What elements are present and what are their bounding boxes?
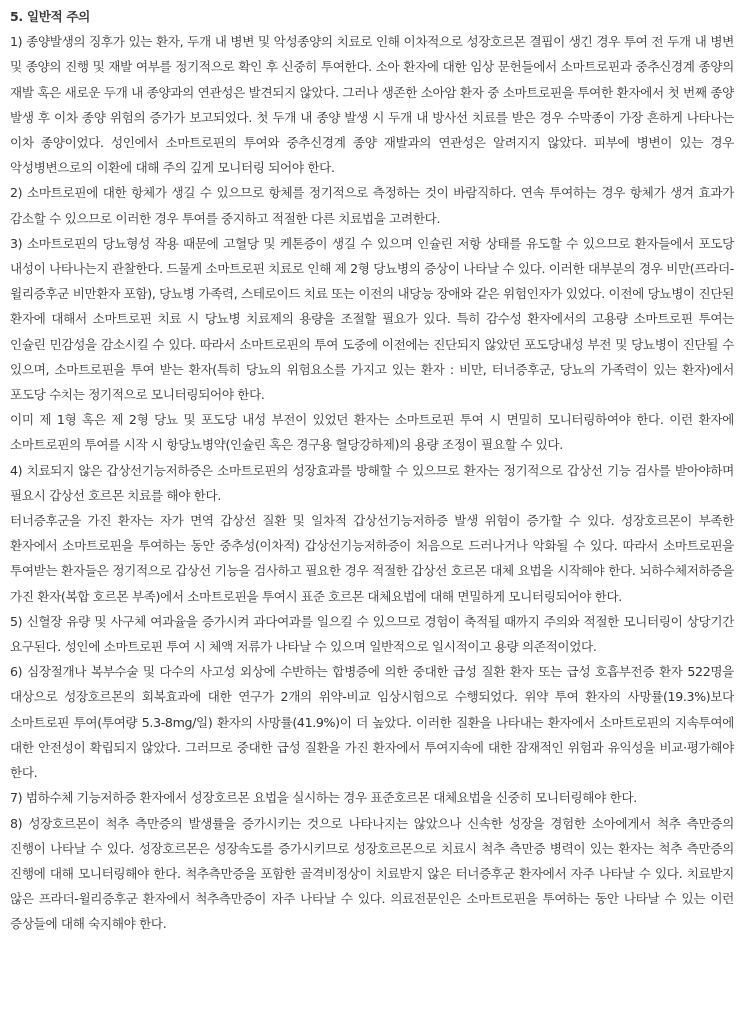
paragraph-4-hypothyroidism: 4) 치료되지 않은 갑상선기능저하증은 소마트로핀의 성장효과를 방해할 수 있으므로 환자는 정기적으로 갑상선 기능 검사를 받아야하며 필요시 갑상선 호르몬 치료를 해야 한다. bbox=[10, 462, 734, 503]
paragraph-8-scoliosis: 8) 성장호르몬이 척추 측만증의 발생률을 증가시키는 것으로 나타나지는 않았으나 신속한 성장을 경험한 소아에게서 척추 측만증의 진행이 나타날 수 있다. 성장호르몬은 성장속도를 증가시키므로 성장호르몬으로 치료시 척추 측만증 병력이 있는 환자는 척추 측만증의 진행에 대해 모니터링해야 한다. 척추측만증을 포함한 골격비정상이 치료받지 않은 터너증후군 환자에서 자주 나타날 수 있다. 치료받지 않은 프라더-윌리증후군 환자에서 척추측만증이 자주 나타날 수 있다. 의료전문인은 소마트로핀을 투여하는 동안 나타날 수 있는 이런 증상들에 대해 숙지해야 한다. bbox=[10, 815, 734, 932]
section-title: 5. 일반적 주의 bbox=[10, 9, 90, 24]
paragraph-2-antibody: 2) 소마트로핀에 대한 항체가 생길 수 있으므로 항체를 정기적으로 측정하는 것이 바람직하다. 연속 투여하는 경우 항체가 생겨 효과가 감소할 수 있으므로 이러한 경우 투여를 중지하고 적절한 다른 치료법을 고려한다. bbox=[10, 185, 734, 226]
paragraph-3-diabetes-monitoring: 이미 제 1형 혹은 제 2형 당뇨 및 포도당 내성 부전이 있었던 환자는 소마트로핀 투여 시 면밀히 모니터링하여야 한다. 이런 환자에 소마트로핀의 투여를 시작 시 항당뇨병약(인슐린 혹은 경구용 혈당강하제)의 용량 조정이 필요할 수 있다. bbox=[10, 412, 734, 453]
paragraph-4-turner: 터너증후군을 가진 환자는 자가 면역 갑상선 질환 및 일차적 갑상선기능저하증 발생 위험이 증가할 수 있다. 성장호르몬이 부족한 환자에서 소마트로핀을 투여하는 동안 중추성(이차적) 갑상선기능저하증이 처음으로 드러나거나 악화될 수 있다. 따라서 소마트로핀을 투여받는 환자들은 정기적으로 갑상선 기능을 검사하고 필요한 경우 적절한 갑상선 호르몬 대체 요법을 시작해야 한다. 뇌하수체저하증을 가진 환자(복합 호르몬 부족)에서 소마트로핀을 투여시 표준 호르몬 대체요법에 대해 면밀하게 모니터링되어야 한다. bbox=[10, 513, 734, 604]
paragraph-7-hypopituitarism: 7) 범하수체 기능저하증 환자에서 성장호르몬 요법을 실시하는 경우 표준호르몬 대체요법을 신중히 모니터링해야 한다. bbox=[10, 790, 637, 806]
paragraph-6-critical-illness: 6) 심장절개나 복부수술 및 다수의 사고성 외상에 수반하는 합병증에 의한 중대한 급성 질환 환자 또는 급성 호흡부전증 환자 522명을 대상으로 성장호르몬의 회복효과에 대한 연구가 2개의 위약-비교 임상시험으로 수행되었다. 위약 투여 환자의 사망률(19.3%)보다 소마트로핀 투여(투여량 5.3-8mg/일) 환자의 사망률(41.9%)이 더 높았다. 이러한 질환을 나타내는 환자에서 소마트로핀의 지속투여에 대한 안전성이 확립되지 않았다. 그러므로 중대한 급성 질환을 가진 환자에서 투여지속에 대한 잠재적인 위험과 유익성을 비교·평가해야 한다. bbox=[10, 664, 734, 781]
paragraph-1-tumor: 1) 종양발생의 징후가 있는 환자, 두개 내 병변 및 악성종양의 치료로 인해 이차적으로 성장호르몬 결핍이 생긴 경우 투여 전 두개 내 병변 및 종양의 진행 및 재발 여부를 정기적으로 확인 후 신중히 투여한다. 소아 환자에 대한 임상 문헌들에서 소마트로핀과 중추신경계 종양의 재발 혹은 새로운 두개 내 종양과의 연관성은 발견되지 않았다. 그러나 생존한 소아암 환자 중 소마트로핀을 투여한 환자에서 첫 번째 종양 발생 후 이차 종양 위험의 증가가 보고되었다. 첫 두개 내 종양 발생 시 두개 내 방사선 치료를 받은 경우 수막종이 가장 흔하게 나타나는 이차 종양이었다. 성인에서 소마트로핀의 투여와 중추신경계 종양 재발과의 연관성은 알려지지 않았다. 피부에 병변이 있는 경우 악성병변으로의 이환에 대해 주의 깊게 모니터링 되어야 한다. bbox=[10, 34, 734, 176]
paragraph-5-renal: 5) 신혈장 유량 및 사구체 여과율을 증가시켜 과다여과를 일으킬 수 있으므로 경험이 축적될 때까지 주의와 적절한 모니터링이 상당기간 요구된다. 성인에 소마트로핀 투여 시 체액 저류가 나타날 수 있으며 일반적으로 일시적이고 용량 의존적이었다. bbox=[10, 613, 734, 655]
document-body bbox=[10, 4, 734, 937]
paragraph-3-diabetogenic: 3) 소마트로핀의 당뇨형성 작용 때문에 고혈당 및 케톤증이 생길 수 있으며 인슐린 저항 상태를 유도할 수 있으므로 환자들에서 포도당 내성이 나타나는지 관찰한다. 드물게 소마트로핀 치료로 인해 제 2형 당뇨병의 증상이 나타날 수 있다. 이러한 대부분의 경우 비만(프라더-윌리증후군 비만환자 포함), 당뇨병 가족력, 스테로이드 치료 또는 이전의 내당능 장애와 같은 위험인자가 있었다. 이전에 당뇨병이 진단된 환자에 대해서 소마트로핀 치료 시 당뇨병 치료제의 용량을 조절할 필요가 있다. 특히 감수성 환자에서의 고용량 소마트로핀 투여는 인슐린 민감성을 감소시킬 수 있다. 따라서 소마트로핀의 투여 도중에 이전에는 진단되지 않았던 포도당내성 부전 및 당뇨병이 진단될 수 있으며, 소마트로핀을 투여 받는 환자(특히 당뇨의 위험요소를 가지고 있는 환자 : 비만, 터너증후군, 당뇨의 가족력이 있는 환자)에서 포도당 수치는 정기적으로 모니터링되어야 한다. bbox=[10, 235, 734, 403]
